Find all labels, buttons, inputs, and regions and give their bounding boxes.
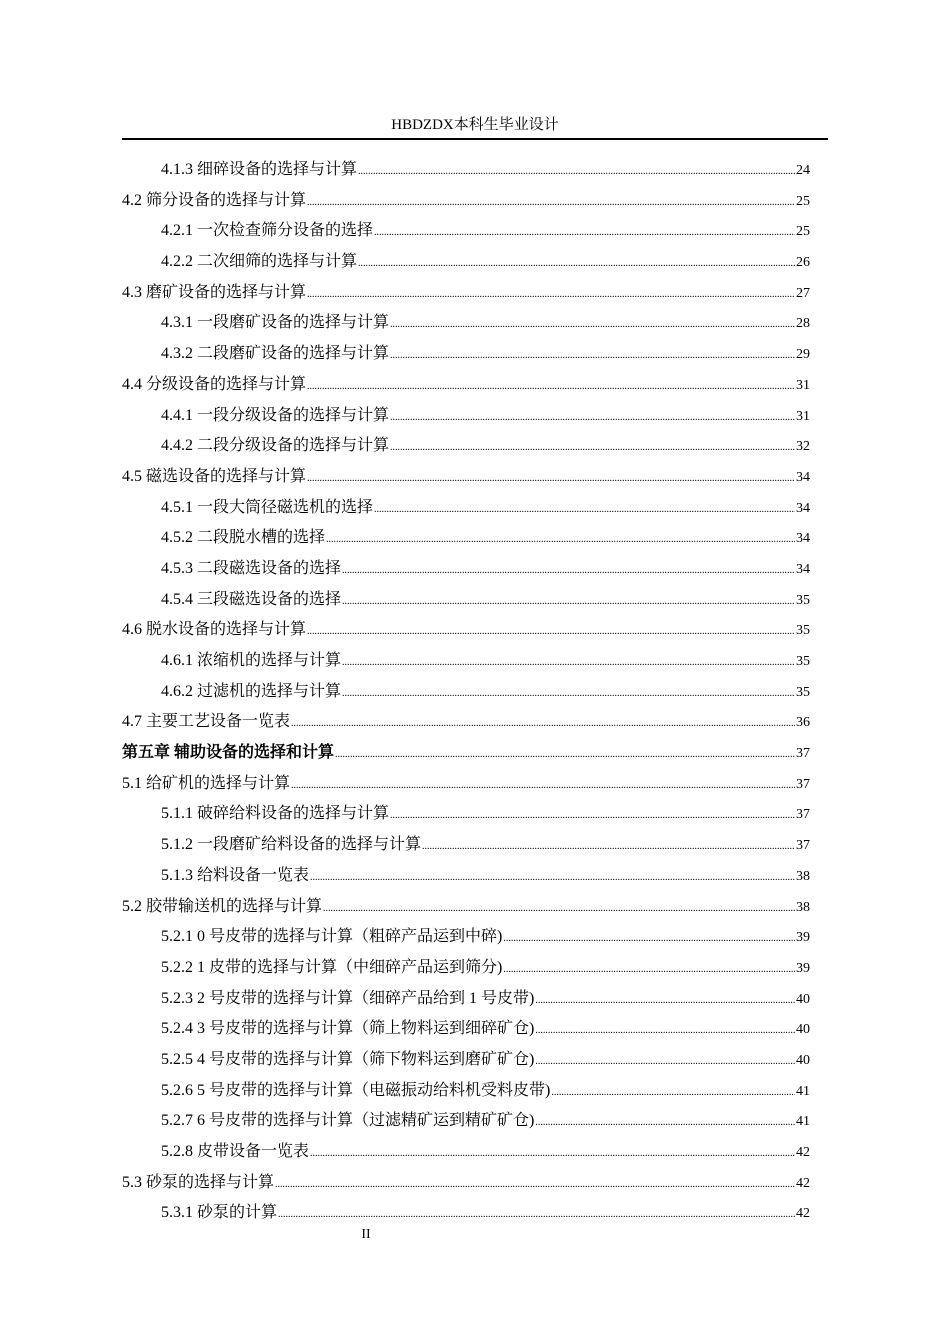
toc-leader-dots <box>374 495 795 526</box>
toc-entry-page: 39 <box>796 960 810 976</box>
toc-entry[interactable] <box>122 615 810 646</box>
toc-entry[interactable] <box>122 585 810 616</box>
toc-leader-dots <box>291 709 795 740</box>
toc-entry[interactable] <box>122 892 810 923</box>
toc-entry-title: 4.5.3 二段磁选设备的选择 <box>161 559 342 577</box>
toc-leader-dots <box>390 310 795 341</box>
toc-leader-dots <box>335 740 795 771</box>
toc-leader-dots <box>307 464 795 495</box>
toc-entry-page: 35 <box>796 592 810 608</box>
toc-entry-page: 42 <box>796 1175 810 1191</box>
toc-leader-dots <box>535 986 795 1017</box>
toc-entry-title: 5.2 胶带输送机的选择与计算 <box>122 897 323 915</box>
toc-entry[interactable] <box>122 186 810 217</box>
toc-entry-title: 4.1.3 细碎设备的选择与计算 <box>161 161 358 178</box>
toc-entry-page: 34 <box>796 531 810 547</box>
toc-entry[interactable] <box>122 861 810 892</box>
toc-entry-page: 41 <box>796 1114 810 1130</box>
toc-entry-title: 5.1.3 给料设备一览表 <box>161 866 310 884</box>
toc-entry-page: 34 <box>796 561 810 577</box>
toc-entry-title: 4.4 分级设备的选择与计算 <box>122 375 307 393</box>
toc-entry-page: 38 <box>796 899 810 915</box>
toc-entry[interactable] <box>122 1106 810 1137</box>
toc-entry[interactable] <box>122 431 810 462</box>
toc-entry[interactable] <box>122 1014 810 1045</box>
toc-leader-dots <box>307 617 795 648</box>
toc-entry[interactable] <box>122 984 810 1015</box>
toc-leader-dots <box>307 372 795 403</box>
toc-entry-title: 5.2.2 1 皮带的选择与计算（中细碎产品运到筛分) <box>161 958 503 976</box>
toc-leader-dots <box>503 955 795 986</box>
toc-entry[interactable] <box>122 216 810 247</box>
toc-entry-page: 42 <box>796 1206 810 1222</box>
toc-entry-title: 5.3 砂泵的选择与计算 <box>122 1173 275 1191</box>
toc-entry-page: 35 <box>796 623 810 639</box>
toc-entry-title: 4.3.2 二段磨矿设备的选择与计算 <box>161 345 390 363</box>
toc-entry-title: 5.2.4 3 号皮带的选择与计算（筛上物料运到细碎矿仓) <box>161 1020 535 1038</box>
toc-leader-dots <box>358 157 795 188</box>
toc-entry[interactable] <box>122 554 810 585</box>
toc-entry[interactable] <box>122 1198 810 1229</box>
toc-entry-page: 31 <box>796 377 810 393</box>
toc-entry-page: 24 <box>796 163 810 178</box>
header-rule <box>122 138 828 140</box>
toc-entry-title: 4.6.1 浓缩机的选择与计算 <box>161 652 342 669</box>
toc-entry[interactable] <box>122 769 810 800</box>
page-number: II <box>361 1227 371 1242</box>
toc-entry-title: 4.3 磨矿设备的选择与计算 <box>122 283 307 301</box>
toc-entry-page: 25 <box>796 193 810 209</box>
toc-entry-title: 4.5.4 三段磁选设备的选择 <box>161 590 342 608</box>
toc-leader-dots <box>307 188 795 219</box>
toc-entry-title: 5.2.3 2 号皮带的选择与计算（细碎产品给到 1 号皮带) <box>161 989 535 1007</box>
toc-leader-dots <box>535 1108 795 1139</box>
toc-leader-dots <box>342 556 795 587</box>
toc-leader-dots <box>535 1016 795 1047</box>
toc-entry-page: 40 <box>796 1022 810 1038</box>
toc-entry-page: 38 <box>796 868 810 884</box>
toc-entry-page: 27 <box>796 285 810 301</box>
toc-leader-dots <box>310 863 795 894</box>
toc-entry-title: 5.2.6 5 号皮带的选择与计算（电磁振动给料机受料皮带) <box>161 1081 551 1099</box>
toc-leader-dots <box>291 771 795 802</box>
toc-entry-page: 34 <box>796 500 810 516</box>
toc-entry-page: 37 <box>796 776 810 792</box>
toc-entry[interactable] <box>122 677 810 708</box>
toc-entry[interactable] <box>122 462 810 493</box>
toc-entry-title: 5.1.1 破碎给料设备的选择与计算 <box>161 805 390 823</box>
toc-entry-page: 40 <box>796 1052 810 1068</box>
toc-leader-dots <box>503 924 795 955</box>
toc-entry-page: 37 <box>796 807 810 823</box>
toc-leader-dots <box>374 218 795 249</box>
toc-entry[interactable] <box>122 493 810 524</box>
toc-entry-page: 37 <box>796 838 810 854</box>
toc-entry-title: 5.2.5 4 号皮带的选择与计算（筛下物料运到磨矿矿仓) <box>161 1050 535 1068</box>
toc-leader-dots <box>342 679 795 710</box>
toc-entry-page: 28 <box>796 316 810 332</box>
toc-entry-page: 39 <box>796 930 810 946</box>
toc-leader-dots <box>390 403 795 434</box>
toc-entry[interactable] <box>122 308 810 339</box>
toc-entry-title: 5.3.1 砂泵的计算 <box>161 1204 278 1222</box>
toc-entry[interactable] <box>122 401 810 432</box>
toc-leader-dots <box>326 525 795 556</box>
toc-entry-title: 4.5.2 二段脱水槽的选择 <box>161 529 326 547</box>
toc-entry[interactable] <box>122 1168 810 1199</box>
toc-entry-page: 31 <box>796 408 810 424</box>
toc-entry-title: 4.5.1 一段大筒径磁选机的选择 <box>161 498 374 516</box>
toc-entry-page: 42 <box>796 1145 810 1160</box>
toc-entry-title: 5.2.8 皮带设备一览表 <box>161 1143 310 1160</box>
toc-leader-dots <box>323 894 795 925</box>
toc-leader-dots <box>310 1139 795 1170</box>
toc-entry-page: 26 <box>796 255 810 271</box>
toc-leader-dots <box>342 587 795 618</box>
toc-leader-dots <box>275 1170 795 1201</box>
toc-leader-dots <box>422 832 795 863</box>
toc-entry[interactable] <box>122 922 810 953</box>
toc-leader-dots <box>535 1047 795 1078</box>
toc-entry-title: 5.1.2 一段磨矿给料设备的选择与计算 <box>161 836 422 854</box>
toc-entry-title: 4.6.2 过滤机的选择与计算 <box>161 682 342 700</box>
toc-entry-page: 36 <box>796 715 810 731</box>
toc-entry-title: 5.1 给矿机的选择与计算 <box>122 774 291 792</box>
toc-leader-dots <box>358 249 795 280</box>
toc-entry-page: 25 <box>796 224 810 240</box>
toc-entry[interactable] <box>122 278 810 309</box>
toc-leader-dots <box>551 1078 795 1109</box>
toc-entry[interactable] <box>122 155 810 186</box>
toc-entry-title: 4.7 主要工艺设备一览表 <box>122 713 291 731</box>
toc-entry[interactable] <box>122 707 810 738</box>
toc-entry[interactable] <box>122 1137 810 1168</box>
toc-entry[interactable] <box>122 523 810 554</box>
toc-entry[interactable] <box>122 370 810 401</box>
toc-entry[interactable] <box>122 953 810 984</box>
toc-leader-dots <box>307 280 795 311</box>
toc-entry-page: 29 <box>796 347 810 363</box>
toc-entry-title: 4.6 脱水设备的选择与计算 <box>122 621 307 639</box>
toc-leader-dots <box>390 801 795 832</box>
toc-entry-title: 4.4.1 一段分级设备的选择与计算 <box>161 406 390 424</box>
toc-entry-title: 4.2 筛分设备的选择与计算 <box>122 191 307 209</box>
page-header: HBDZDX本科生毕业设计 <box>391 117 559 133</box>
toc-leader-dots <box>342 648 795 679</box>
toc-entry-page: 34 <box>796 469 810 485</box>
toc-entry-page: 37 <box>796 746 810 762</box>
toc-entry-title: 5.2.1 0 号皮带的选择与计算（粗碎产品运到中碎) <box>161 928 503 946</box>
toc-entry-page: 35 <box>796 654 810 669</box>
toc-entry[interactable] <box>122 1045 810 1076</box>
toc-entry-title: 5.2.7 6 号皮带的选择与计算（过滤精矿运到精矿矿仓) <box>161 1112 535 1130</box>
toc-leader-dots <box>390 433 795 464</box>
toc-entry-title: 4.2.2 二次细筛的选择与计算 <box>161 253 358 271</box>
toc-entry-title: 4.4.2 二段分级设备的选择与计算 <box>161 437 390 455</box>
toc-entry-title: 4.3.1 一段磨矿设备的选择与计算 <box>161 314 390 332</box>
toc-entry-title: 4.2.1 一次检查筛分设备的选择 <box>161 222 374 240</box>
toc-entry[interactable] <box>122 247 810 278</box>
toc-entry[interactable] <box>122 339 810 370</box>
toc-entry-page: 40 <box>796 991 810 1007</box>
toc-entry[interactable] <box>122 1076 810 1107</box>
toc-entry[interactable] <box>122 799 810 830</box>
toc-entry-page: 35 <box>796 684 810 700</box>
toc-entry-page: 41 <box>796 1083 810 1099</box>
toc-leader-dots <box>390 341 795 372</box>
toc-entry-page: 32 <box>796 439 810 455</box>
toc-entry-title: 4.5 磁选设备的选择与计算 <box>122 467 307 485</box>
table-of-contents <box>122 155 810 1229</box>
toc-entry[interactable] <box>122 646 810 677</box>
toc-entry[interactable] <box>122 738 810 769</box>
toc-entry-title: 第五章 辅助设备的选择和计算 <box>122 744 335 762</box>
toc-entry[interactable] <box>122 830 810 861</box>
